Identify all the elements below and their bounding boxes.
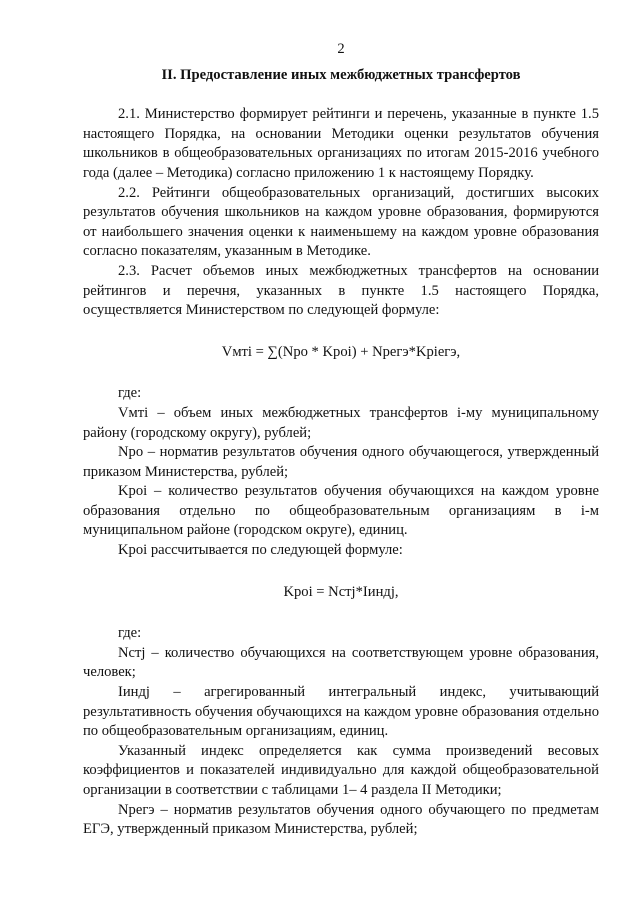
paragraph-2-2: 2.2. Рейтинги общеобразовательных организаций, достигших высоких результатов обучения школьников на каждом уровне образования, формируются от наибольшего значения оценки к наименьшему на каждом уровне образования согласно показателям, указанным в Методике. bbox=[83, 184, 599, 260]
paragraph-2-3: 2.3. Расчет объемов иных межбюджетных трансфертов на основании рейтингов и перечня, указанных в пункте 1.5 настоящего Порядка, осуществляется Министерством по следующей формуле: bbox=[83, 262, 599, 319]
definition-iindj: Iиндj – агрегированный интегральный индекс, учитывающий результативность обучения обучающихся на каждом уровне образования отдельно по общеобразовательным организациям, единиц. bbox=[83, 684, 599, 740]
kroi-calculation-intro: Kроi рассчитывается по следующей формуле: bbox=[118, 542, 403, 559]
paragraph-2-1: 2.1. Министерство формирует рейтинги и перечень, указанные в пункте 1.5 настоящего Порядка, на основании Методики оценки результатов обучения школьников в общеобразовательных организациях по итогам 2015-2016 учебного года (далее – Методика) согласно приложению 1 к настоящему Порядку. bbox=[83, 106, 599, 181]
page-number: 2 bbox=[337, 41, 345, 57]
document-page bbox=[83, 40, 599, 840]
definition-kroi: Kроi – количество результатов обучения обучающихся на каждом уровне образования отдельно по общеобразовательным организациям в i-м муниципальном районе (городском округе), единиц. bbox=[83, 483, 599, 539]
formula-kroi: Kроi = Nстj*Iиндj, bbox=[283, 583, 399, 600]
where-label-1: где: bbox=[118, 385, 142, 402]
definition-nregje: Nрегэ – норматив результатов обучения одного обучающего по предметам ЕГЭ, утвержденный приказом Министерства, рублей; bbox=[83, 801, 599, 838]
definition-nctj: Nстj – количество обучающихся на соответствующем уровне образования, человек; bbox=[83, 644, 599, 681]
where-label-2: где: bbox=[118, 625, 142, 642]
definition-nro: Nро – норматив результатов обучения одного обучающегося, утвержденный приказом Министерства, рублей; bbox=[83, 444, 599, 480]
section-title: II. Предоставление иных межбюджетных трансфертов bbox=[161, 66, 521, 83]
definition-vmti: Vмтi – объем иных межбюджетных трансфертов i-му муниципальному району (городскому округу), рублей; bbox=[83, 404, 599, 441]
index-definition: Указанный индекс определяется как сумма произведений весовых коэффициентов и показателей индивидуально для каждой общеобразовательной организации в соответствии с таблицами 1– 4 раздела II Методики; bbox=[83, 742, 599, 798]
formula-vmti: Vмтi = ∑(Nро * Kроi) + Nрегэ*Kрiегэ, bbox=[221, 343, 461, 360]
